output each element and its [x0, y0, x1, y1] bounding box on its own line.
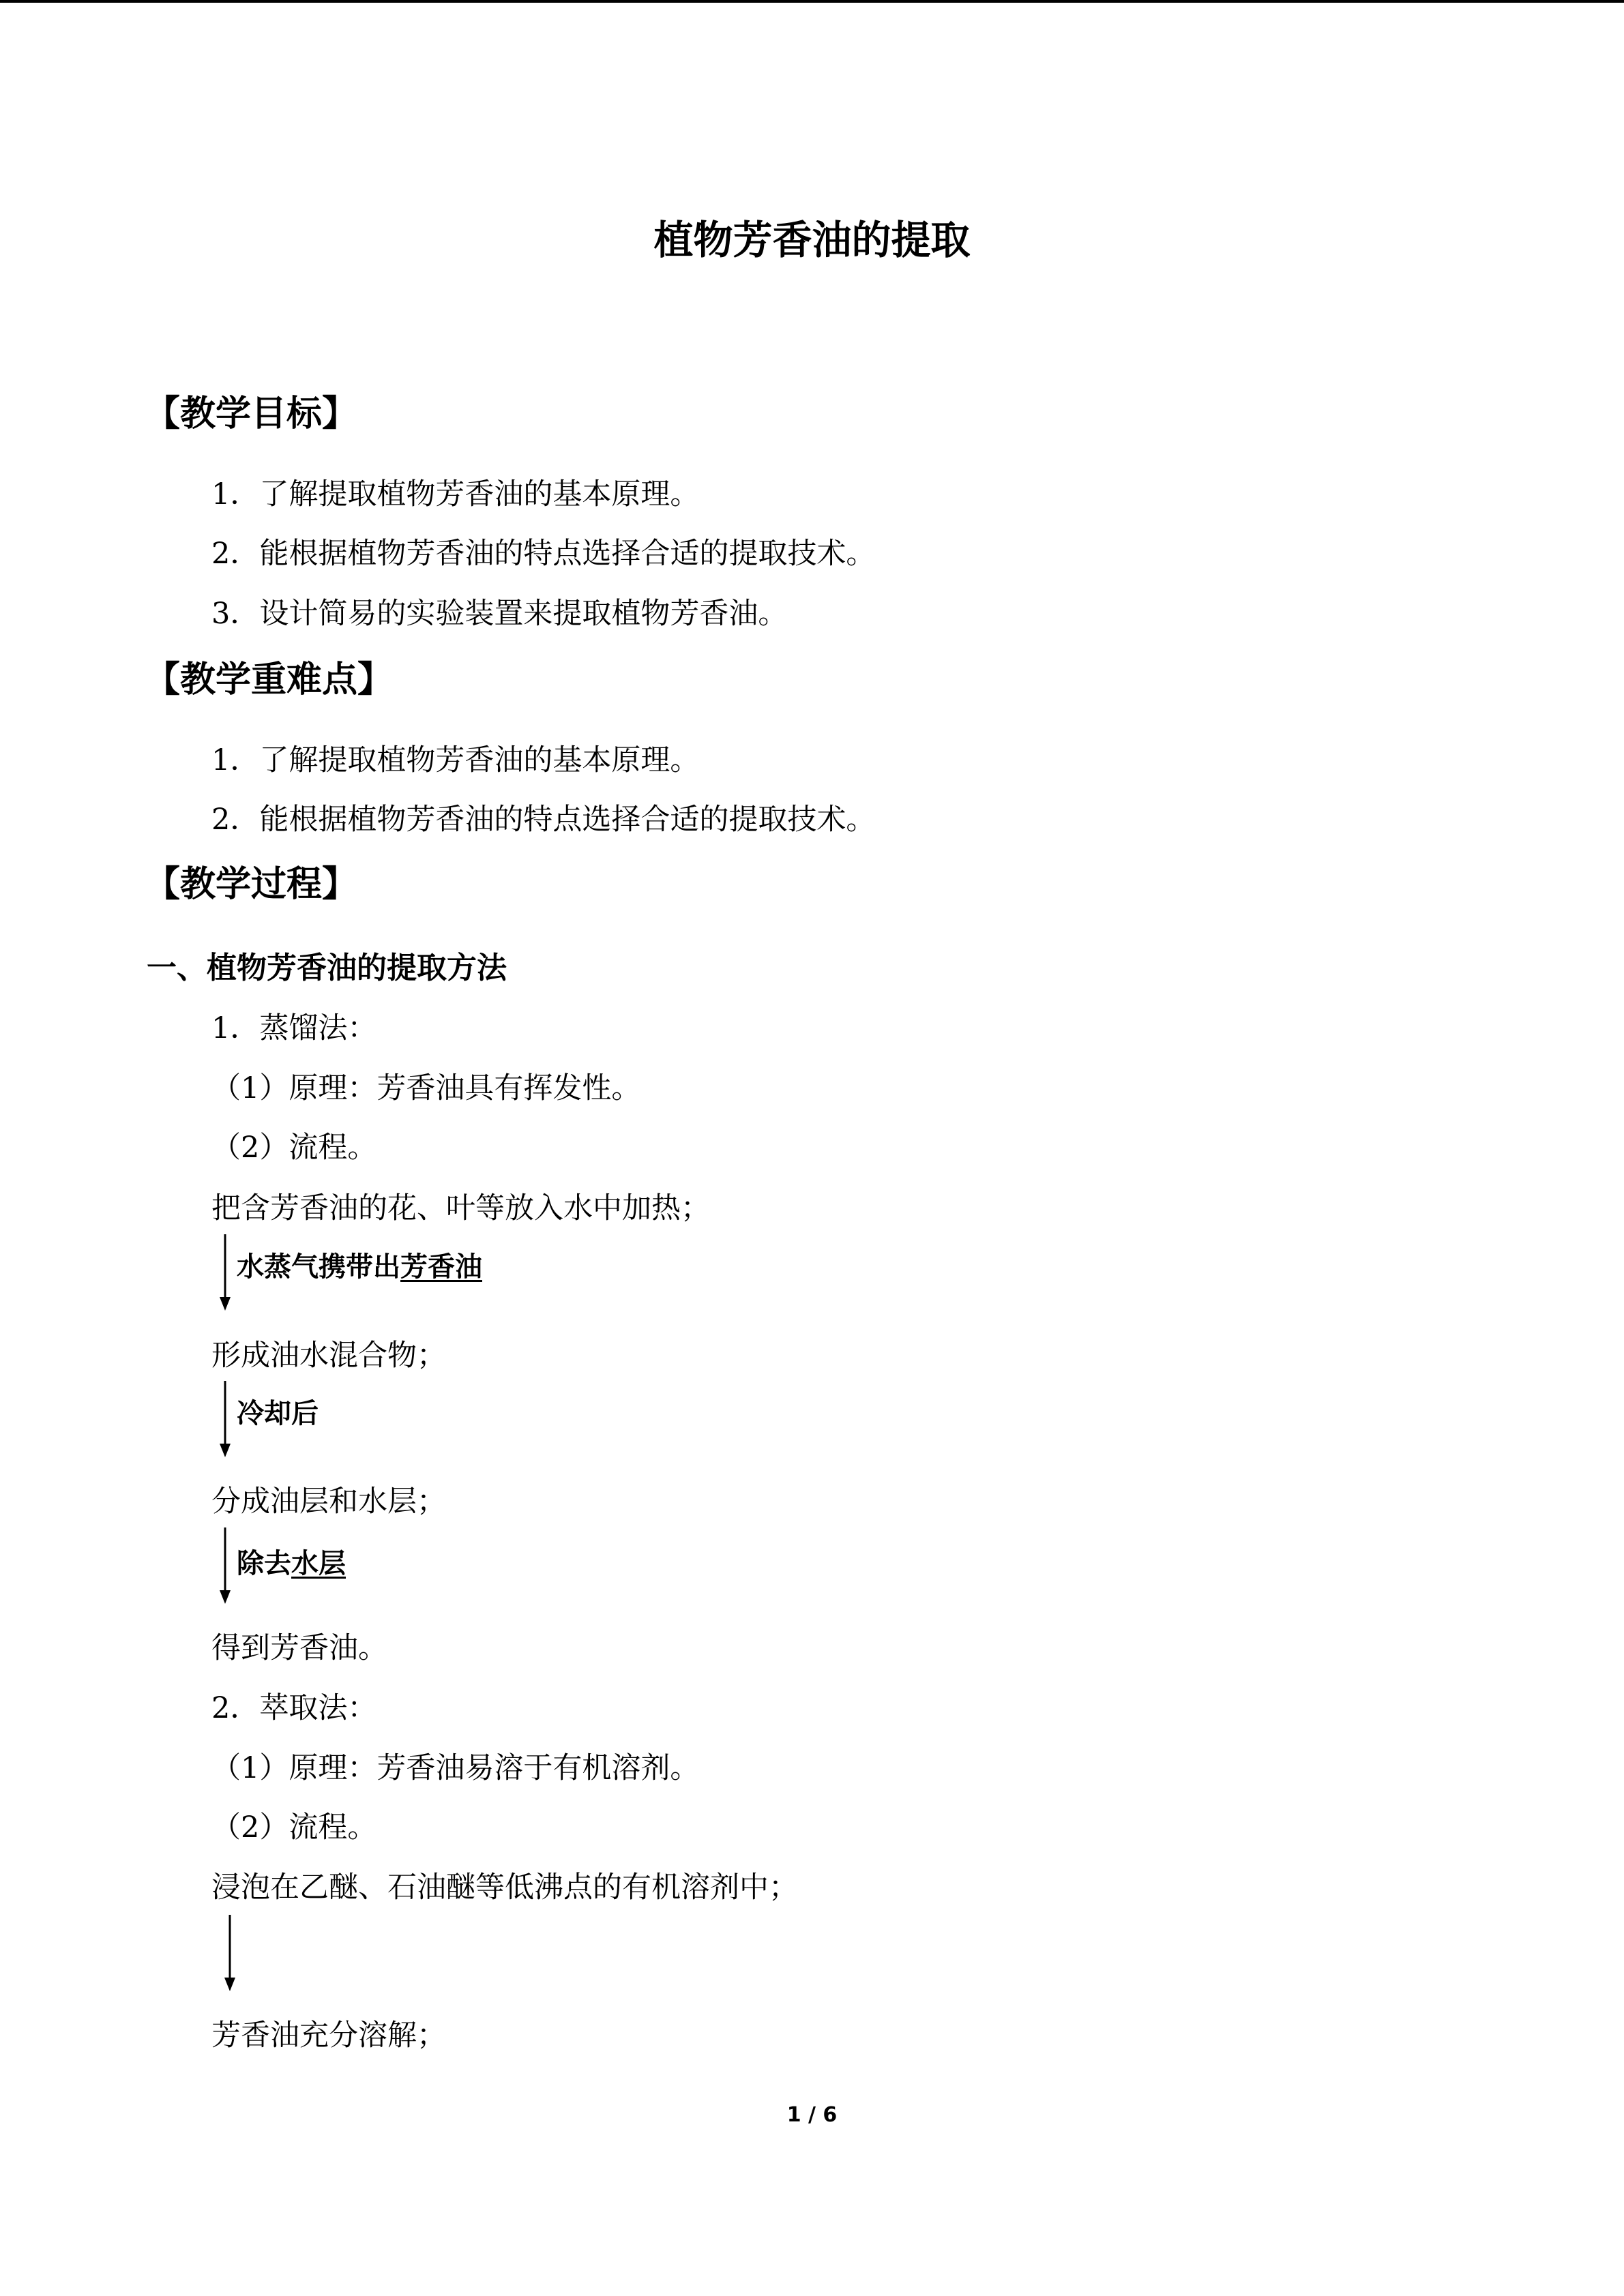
down-arrow-icon	[220, 1915, 240, 1993]
extraction-step-1: 浸泡在乙醚、石油醚等低沸点的有机溶剂中；	[211, 1870, 798, 1905]
section-heading-key-points: 【教学重难点】	[145, 659, 394, 700]
distillation-title: 1．蒸馏法：	[211, 1011, 377, 1045]
distillation-arrow-1-label: 水蒸气携带出芳香油	[237, 1251, 482, 1283]
down-arrow-icon	[215, 1381, 235, 1459]
distillation-arrow-3-label: 除去水层	[237, 1548, 346, 1579]
section-heading-goals: 【教学目标】	[145, 393, 358, 434]
extraction-flow-title: （2）流程。	[211, 1810, 377, 1845]
key-point-item-1: 1．了解提取植物芳香油的基本原理。	[211, 743, 700, 777]
distillation-flow-title: （2）流程。	[211, 1131, 377, 1165]
extraction-title: 2．萃取法：	[211, 1691, 377, 1725]
document-title: 植物芳香油的提取	[653, 217, 971, 263]
key-point-item-2: 2．能根据植物芳香油的特点选择合适的提取技术。	[211, 803, 876, 837]
distillation-step-1: 把含芳香油的花、叶等放入水中加热；	[211, 1191, 710, 1225]
top-border-line	[0, 0, 1624, 3]
distillation-principle: （1）原理：芳香油具有挥发性。	[211, 1071, 641, 1105]
goal-item-1: 1．了解提取植物芳香油的基本原理。	[211, 477, 700, 511]
distillation-step-3: 分成油层和水层；	[211, 1485, 446, 1519]
extraction-step-2: 芳香油充分溶解；	[211, 2018, 446, 2053]
page-number: 1 / 6	[786, 2103, 838, 2127]
down-arrow-icon	[215, 1527, 235, 1606]
section-heading-process: 【教学过程】	[145, 864, 358, 905]
extraction-principle: （1）原理：芳香油易溶于有机溶剂。	[211, 1751, 700, 1785]
distillation-arrow-2-label: 冷却后	[237, 1398, 319, 1429]
distillation-step-2: 形成油水混合物；	[211, 1339, 446, 1373]
goal-item-2: 2．能根据植物芳香油的特点选择合适的提取技术。	[211, 537, 876, 571]
goal-item-3: 3．设计简易的实验装置来提取植物芳香油。	[211, 597, 788, 631]
down-arrow-icon	[215, 1234, 235, 1313]
distillation-step-4: 得到芳香油。	[211, 1631, 387, 1665]
subsection-heading-methods: 一、植物芳香油的提取方法	[147, 951, 507, 985]
